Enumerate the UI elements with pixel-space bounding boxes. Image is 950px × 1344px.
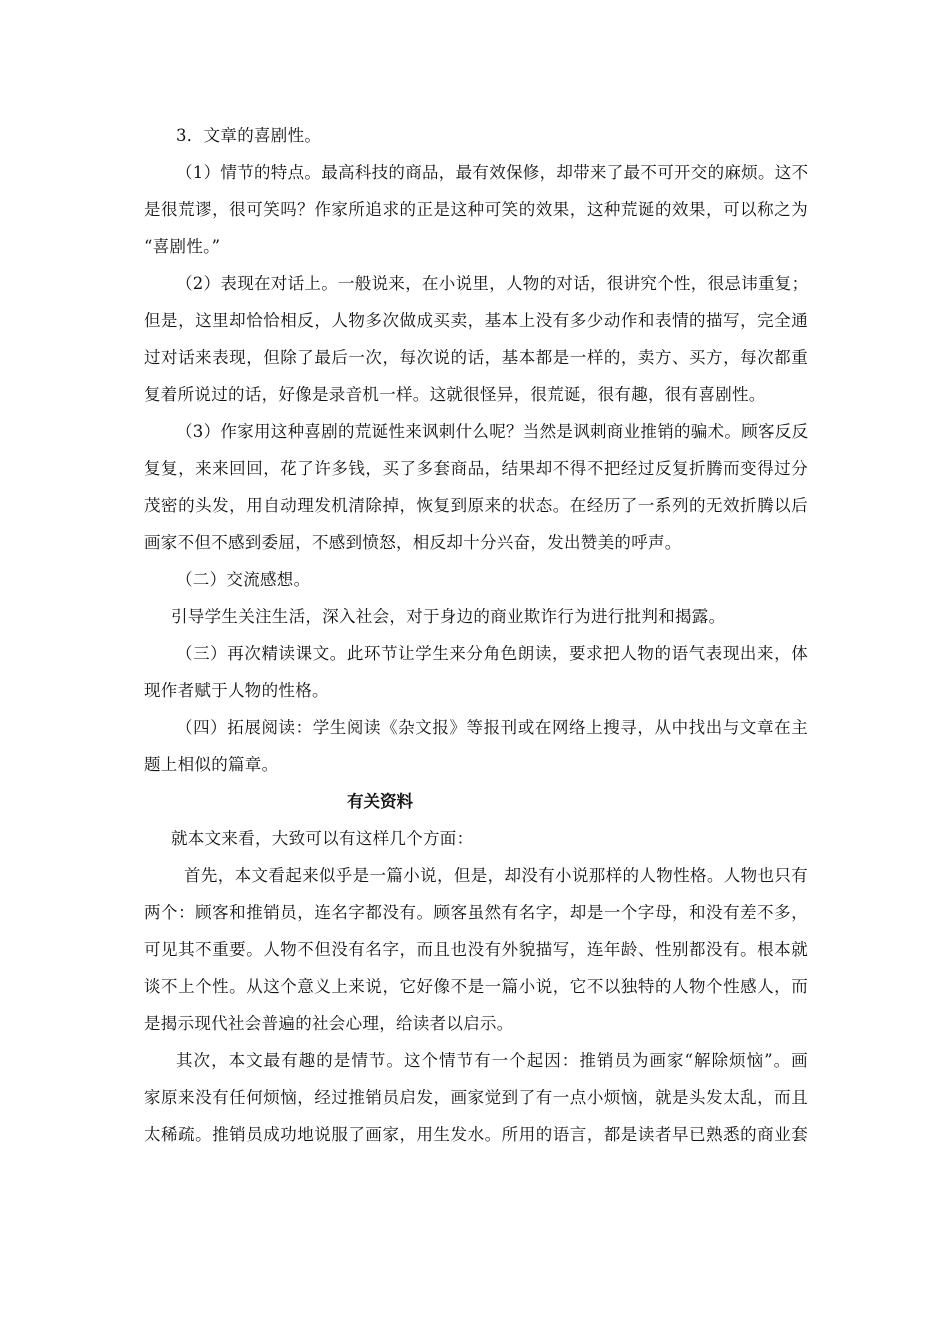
part-2-title: （二）交流感想。: [176, 570, 311, 589]
text-line: 复着所说过的话，好像是录音机一样。这就很怪异，很荒诞，很有趣，很有喜剧性。: [144, 385, 766, 404]
text-line: 可见其不重要。人物不但没有名字，而且也没有外貌描写，连年龄、性别都没有。根本就: [144, 940, 808, 959]
paragraph-satire: [144, 413, 808, 561]
text-line: 过对话来表现，但除了最后一次，每次说的话，基本都是一样的，卖方、买方，每次都重: [144, 348, 808, 367]
text-line: 其次，本文最有趣的是情节。这个情节有一个起因：推销员为画家“解除烦恼”。画: [176, 1051, 808, 1070]
text-line: 家原来没有任何烦恼，经过推销员启发，画家觉到了有一点小烦恼，就是头发太乱，而且: [144, 1088, 808, 1107]
materials-intro: 就本文来看，大致可以有这样几个方面：: [171, 829, 474, 848]
part-2-body: 引导学生关注生活，深入社会，对于身边的商业欺诈行为进行批判和揭露。: [171, 607, 726, 626]
text-line: 太稀疏。推销员成功地说服了画家，用生发水。所用的语言，都是读者早已熟悉的商业套: [144, 1125, 808, 1144]
materials-heading: 有关资料: [347, 792, 413, 811]
text-line: 是揭示现代社会普遍的社会心理，给读者以启示。: [144, 1014, 514, 1033]
text-line: 两个：顾客和推销员，连名字都没有。顾客虽然有名字，却是一个字母，和没有差不多，: [144, 903, 808, 922]
paragraph-second: [144, 1042, 808, 1153]
text-line: （三）再次精读课文。此环节让学生来分角色朗读，要求把人物的语气表现出来，体: [176, 644, 808, 663]
text-line: 但是，这里却恰恰相反，人物多次做成买卖，基本上没有多少动作和表情的描写，完全通: [144, 311, 808, 330]
text-line: 茂密的头发，用自动理发机清除掉，恢复到原来的状态。在经历了一系列的无效折腾以后: [144, 496, 808, 515]
section-3-title: 3．文章的喜剧性。: [176, 126, 322, 145]
text-line: （3）作家用这种喜剧的荒诞性来讽刺什么呢？当然是讽刺商业推销的骗术。顾客反反: [176, 422, 808, 441]
paragraph-first: [144, 857, 808, 1042]
paragraph-part-4: [144, 709, 808, 783]
text-line: （1）情节的特点。最高科技的商品，最有效保修，却带来了最不可开交的麻烦。这不: [176, 163, 808, 182]
text-line: 首先，本文看起来似乎是一篇小说，但是，却没有小说那样的人物性格。人物也只有: [184, 866, 808, 885]
text-line: （2）表现在对话上。一般说来，在小说里，人物的对话，很讲究个性，很忌讳重复；: [176, 274, 808, 293]
text-line: 是很荒谬，很可笑吗？作家所追求的正是这种可笑的效果，这种荒诞的效果，可以称之为: [144, 200, 808, 219]
paragraph-dialogue: [144, 265, 808, 413]
document-page: [144, 117, 808, 1153]
text-line: 复复，来来回回，花了许多钱，买了多套商品，结果却不得不把经过反复折腾而变得过分: [144, 459, 808, 478]
text-line: 画家不但不感到委屈，不感到愤怒，相反却十分兴奋，发出赞美的呼声。: [144, 533, 682, 552]
paragraph-part-3: [144, 635, 808, 709]
paragraph-plot-features: [144, 154, 808, 265]
text-line: （四）拓展阅读：学生阅读《杂文报》等报刊或在网络上搜寻，从中找出与文章在主: [176, 718, 808, 737]
text-line: “喜剧性。”: [144, 237, 221, 256]
text-line: 现作者赋于人物的性格。: [144, 681, 329, 700]
text-line: 谈不上个性。从这个意义上来说，它好像不是一篇小说，它不以独特的人物个性感人，而: [144, 977, 808, 996]
text-line: 题上相似的篇章。: [144, 755, 279, 774]
